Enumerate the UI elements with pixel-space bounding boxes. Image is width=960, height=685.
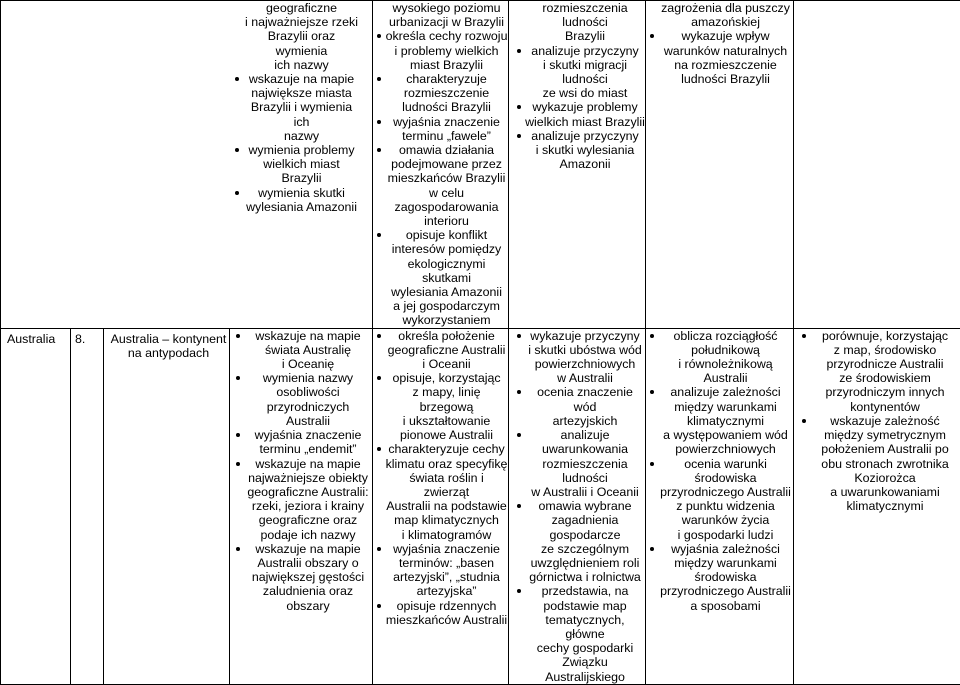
list-line: wielkich miast Brazylii bbox=[233, 157, 360, 185]
list-line: środowiska bbox=[648, 471, 793, 485]
list-line: Brazylii oraz wymienia bbox=[233, 29, 360, 57]
list-line: opisuje, korzystając bbox=[375, 371, 508, 385]
list-line: charakteryzuje cechy bbox=[375, 442, 508, 456]
list-line: zagadnienia gospodarcze bbox=[515, 513, 645, 541]
list-line: Brazylii bbox=[515, 29, 645, 43]
list-line: powierzchniowych bbox=[648, 442, 793, 456]
list-line: osobliwości bbox=[234, 385, 372, 399]
cell-country: Australia bbox=[1, 328, 71, 684]
list-line: i Oceanię bbox=[234, 357, 372, 371]
list-line: ze wsi do miast bbox=[515, 86, 645, 100]
list-line: zagospodarowania bbox=[375, 200, 508, 214]
list-top-col4 bbox=[1, 1, 372, 214]
list-line: wskazuje na mapie bbox=[234, 457, 372, 471]
list-line: warunków naturalnych bbox=[648, 44, 793, 58]
list-line: między warunkami bbox=[648, 556, 793, 570]
list-line: uwzględnieniem roli bbox=[515, 556, 645, 570]
cell-bottom-col5 bbox=[373, 328, 509, 684]
list-line: Brazylii i wymienia ich bbox=[233, 100, 360, 128]
list-line: klimatycznymi bbox=[648, 414, 793, 428]
list-line: wykazuje wpływ bbox=[648, 29, 793, 43]
list-line: środowiska bbox=[648, 570, 793, 584]
list-line: wykorzystaniem bbox=[375, 313, 508, 327]
list-line: rozmieszczenia ludności bbox=[515, 1, 645, 29]
list-line: w Australii bbox=[515, 371, 645, 385]
list-line: ze szczególnym bbox=[515, 542, 645, 556]
list-line: ocenia warunki bbox=[648, 457, 793, 471]
list-line: artezyjski”, „studnia bbox=[375, 570, 508, 584]
list-line: ludności Brazylii bbox=[375, 100, 508, 114]
cell-bottom-col8 bbox=[794, 328, 960, 684]
list-line: przyrodniczym innych bbox=[800, 385, 960, 399]
list-line: i skutki wylesiania bbox=[515, 143, 645, 157]
list-bottom-col7 bbox=[648, 329, 793, 613]
list-line: południkową bbox=[648, 343, 793, 357]
list-line: terminów: „basen bbox=[375, 556, 508, 570]
list-line: a jej gospodarczym bbox=[375, 299, 508, 313]
list-line: omawia działania bbox=[375, 143, 508, 157]
list-line: analizuje zależności bbox=[648, 385, 793, 399]
list-line: największej gęstości bbox=[234, 570, 372, 584]
list-line: wymienia problemy bbox=[233, 143, 360, 157]
list-line: i skutki migracji ludności bbox=[515, 58, 645, 86]
list-line: ekologicznymi skutkami bbox=[375, 257, 508, 285]
list-line: geograficzne bbox=[233, 1, 360, 15]
list-line: między warunkami bbox=[648, 400, 793, 414]
list-line: wyjaśnia zależności bbox=[648, 542, 793, 556]
list-line: rozmieszczenie bbox=[375, 86, 508, 100]
list-line: przyrodniczego Australii bbox=[648, 584, 793, 598]
list-top-col7 bbox=[648, 1, 793, 86]
list-line: nazwy bbox=[233, 129, 360, 143]
list-line: kontynentów bbox=[800, 400, 960, 414]
list-line: rzeki, jeziora i krainy bbox=[234, 499, 372, 513]
list-line: zagrożenia dla puszczy bbox=[648, 1, 793, 15]
list-line: Australii obszary o bbox=[234, 556, 372, 570]
list-line: ocenia znaczenie wód bbox=[515, 385, 645, 413]
list-line: na rozmieszczenie bbox=[648, 58, 793, 72]
list-bottom-col5 bbox=[375, 329, 508, 627]
list-line: geograficzne oraz bbox=[234, 513, 372, 527]
list-line: a występowaniem wód bbox=[648, 428, 793, 442]
list-line: i klimatogramów bbox=[375, 528, 508, 542]
table-row-australia bbox=[1, 328, 960, 684]
list-line: miast Brazylii bbox=[375, 58, 508, 72]
list-line: amazońskiej bbox=[648, 15, 793, 29]
list-line: analizuje uwarunkowania bbox=[515, 428, 645, 456]
list-line: opisuje konflikt bbox=[375, 228, 508, 242]
list-line: i ukształtowanie bbox=[375, 414, 508, 428]
list-line: podejmowane przez bbox=[375, 157, 508, 171]
list-line: w celu bbox=[375, 186, 508, 200]
list-line: przedstawia, na bbox=[515, 584, 645, 598]
list-top-col5 bbox=[375, 1, 508, 328]
list-line: określa położenie bbox=[375, 329, 508, 343]
list-line: urbanizacji w Brazylii bbox=[375, 15, 508, 29]
list-line: a uwarunkowaniami bbox=[800, 485, 960, 499]
list-line: Koziorożca bbox=[800, 471, 960, 485]
cell-bottom-col6 bbox=[509, 328, 646, 684]
topic-line: na antypodach bbox=[108, 346, 229, 360]
list-line: Amazonii bbox=[515, 157, 645, 171]
list-line: i równoleżnikową Australii bbox=[648, 357, 793, 385]
list-line: artezyjskich bbox=[515, 414, 645, 428]
list-line: powierzchniowych bbox=[515, 357, 645, 371]
list-line: pionowe Australii bbox=[375, 428, 508, 442]
list-line: z mapy, linię brzegową bbox=[375, 385, 508, 413]
list-line: analizuje przyczyny bbox=[515, 44, 645, 58]
list-line: obszary bbox=[234, 599, 372, 613]
list-line: geograficzne Australii: bbox=[234, 485, 372, 499]
list-line: terminu „fawele” bbox=[375, 129, 508, 143]
list-line: warunków życia bbox=[648, 513, 793, 527]
list-line: wskazuje zależność bbox=[800, 414, 960, 428]
list-line: omawia wybrane bbox=[515, 499, 645, 513]
list-line: obu stronach zwrotnika bbox=[800, 457, 960, 471]
list-line: i gospodarki ludzi bbox=[648, 528, 793, 542]
list-line: wylesiania Amazonii bbox=[375, 285, 508, 299]
list-line: wyjaśnia znaczenie bbox=[375, 542, 508, 556]
list-line: mieszkańców Brazylii bbox=[375, 171, 508, 185]
list-line: geograficzne Australii bbox=[375, 343, 508, 357]
list-line: wskazuje na mapie bbox=[233, 72, 360, 86]
list-line: ich nazwy bbox=[233, 58, 360, 72]
list-line: Australii na podstawie bbox=[375, 499, 508, 513]
list-line: wykazuje przyczyny bbox=[515, 329, 645, 343]
list-line: porównuje, korzystając bbox=[800, 329, 960, 343]
list-line: wymienia skutki bbox=[233, 186, 360, 200]
cell-lesson-number: 8. bbox=[71, 328, 104, 684]
list-line: Związku Australijskiego bbox=[515, 655, 645, 683]
cell-topic bbox=[104, 328, 230, 684]
list-line: wskazuje na mapie bbox=[234, 329, 372, 343]
list-line: analizuje przyczyny bbox=[515, 129, 645, 143]
table-row-top bbox=[1, 1, 960, 329]
list-line: ze środowiskiem bbox=[800, 371, 960, 385]
list-line: a sposobami bbox=[648, 599, 793, 613]
list-line: i najważniejsze rzeki bbox=[233, 15, 360, 29]
list-line: wymienia nazwy bbox=[234, 371, 372, 385]
list-line: wykazuje problemy bbox=[515, 100, 645, 114]
list-line: z punktu widzenia bbox=[648, 499, 793, 513]
list-line: cechy gospodarki bbox=[515, 641, 645, 655]
list-line: przyrodniczych Australii bbox=[234, 400, 372, 428]
list-line: wyjaśnia znaczenie bbox=[234, 428, 372, 442]
cell-top-col6 bbox=[509, 1, 646, 329]
list-line: oblicza rozciągłość bbox=[648, 329, 793, 343]
list-bottom-col6 bbox=[515, 329, 645, 684]
cell-bottom-col4 bbox=[230, 328, 373, 684]
list-line: wskazuje na mapie bbox=[234, 542, 372, 556]
list-line: największe miasta bbox=[233, 86, 360, 100]
list-line: świata roślin i zwierząt bbox=[375, 471, 508, 499]
list-line: w Australii i Oceanii bbox=[515, 485, 645, 499]
cell-bottom-col7 bbox=[646, 328, 794, 684]
cell-top-col5 bbox=[373, 1, 509, 329]
list-line: z map, środowisko bbox=[800, 343, 960, 357]
list-line: i Oceanii bbox=[375, 357, 508, 371]
list-line: określa cechy rozwoju bbox=[375, 29, 508, 43]
topic-line: Australia – kontynent bbox=[108, 332, 229, 346]
list-line: tematycznych, główne bbox=[515, 613, 645, 641]
cell-top-basic bbox=[1, 1, 373, 329]
list-line: zaludnienia oraz bbox=[234, 584, 372, 598]
list-line: terminu „endemit” bbox=[234, 442, 372, 456]
list-line: charakteryzuje bbox=[375, 72, 508, 86]
list-line: opisuje rdzennych bbox=[375, 599, 508, 613]
list-line: i problemy wielkich bbox=[375, 44, 508, 58]
list-line: klimatycznymi bbox=[800, 499, 960, 513]
list-line: wysokiego poziomu bbox=[375, 1, 508, 15]
list-bottom-col8 bbox=[800, 329, 960, 514]
list-line: wielkich miast Brazylii bbox=[515, 115, 645, 129]
list-line: interesów pomiędzy bbox=[375, 242, 508, 256]
list-line: wyjaśnia znaczenie bbox=[375, 115, 508, 129]
list-line: przyrodniczego Australii bbox=[648, 485, 793, 499]
list-line: najważniejsze obiekty bbox=[234, 471, 372, 485]
list-line: podstawie map bbox=[515, 599, 645, 613]
list-line: górnictwa i rolnictwa bbox=[515, 570, 645, 584]
list-line: przyrodnicze Australii bbox=[800, 357, 960, 371]
list-bottom-col4 bbox=[234, 329, 372, 613]
list-top-col6 bbox=[515, 1, 645, 171]
list-line: klimatu oraz specyfikę bbox=[375, 457, 508, 471]
cell-top-col7 bbox=[646, 1, 794, 329]
list-line: ludności Brazylii bbox=[648, 72, 793, 86]
list-line: wylesiania Amazonii bbox=[233, 200, 360, 214]
list-line: map klimatycznych bbox=[375, 513, 508, 527]
list-line: rozmieszczenia ludności bbox=[515, 457, 645, 485]
list-line: między symetrycznym bbox=[800, 428, 960, 442]
list-line: świata Australię bbox=[234, 343, 372, 357]
list-line: interioru bbox=[375, 214, 508, 228]
list-line: mieszkańców Australii bbox=[375, 613, 508, 627]
list-line: podaje ich nazwy bbox=[234, 528, 372, 542]
list-line: artezyjska” bbox=[375, 584, 508, 598]
cell-top-col8 bbox=[794, 1, 960, 329]
list-line: i skutki ubóstwa wód bbox=[515, 343, 645, 357]
list-line: położeniem Australii po bbox=[800, 442, 960, 456]
